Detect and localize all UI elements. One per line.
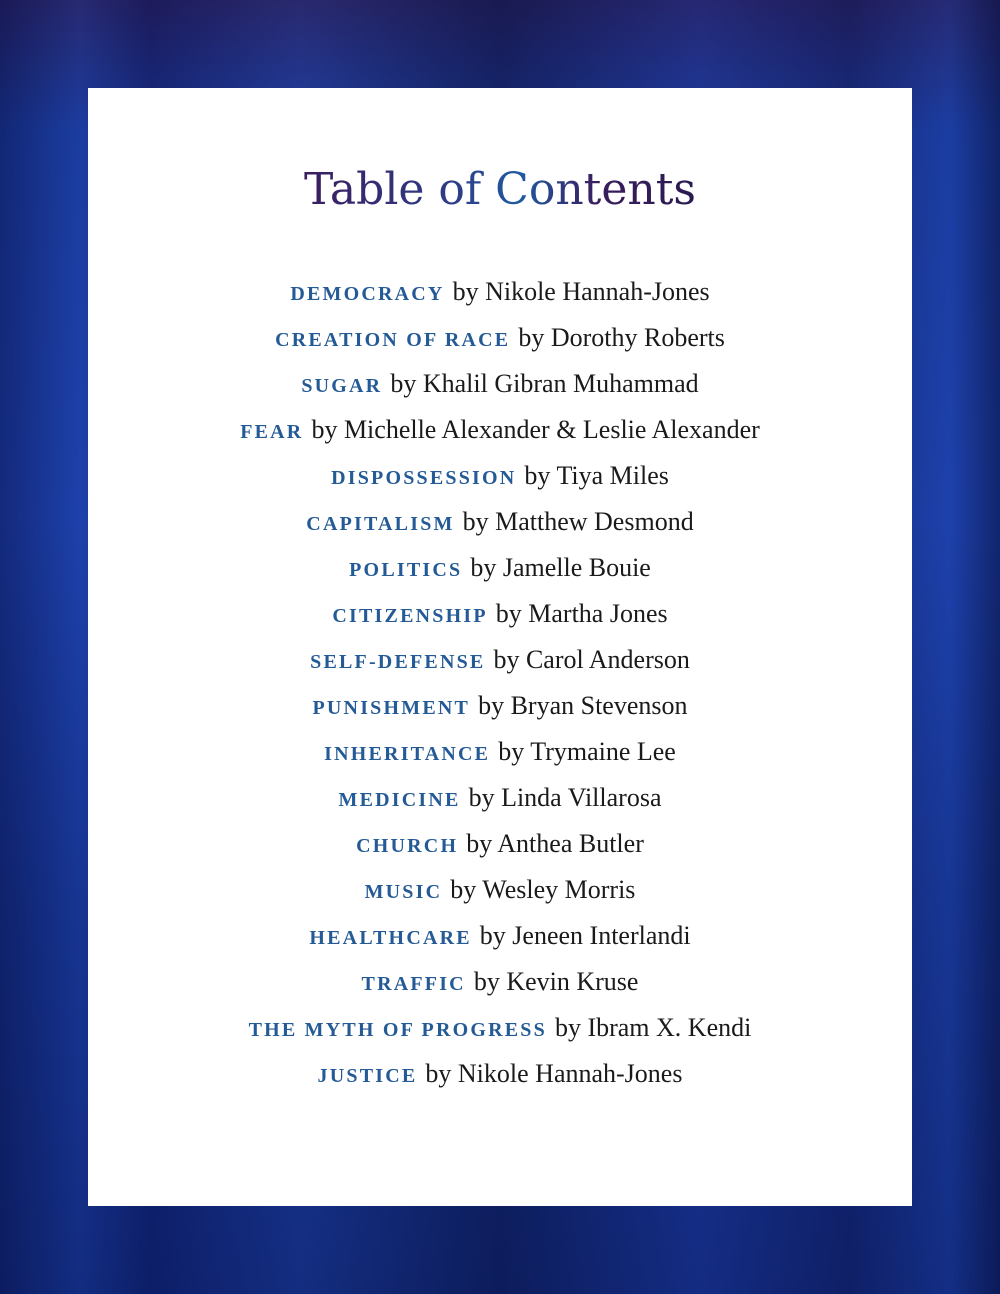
toc-author: by Khalil Gibran Muhammad (390, 369, 699, 398)
toc-author: by Nikole Hannah-Jones (452, 277, 710, 306)
toc-topic: CHURCH (356, 835, 459, 857)
toc-entry (0, 548, 1000, 594)
toc-entry (0, 272, 1000, 318)
toc-topic: CITIZENSHIP (332, 605, 488, 627)
toc-topic: MUSIC (364, 881, 443, 903)
toc-author: by Nikole Hannah-Jones (425, 1059, 683, 1088)
toc-topic: INHERITANCE (324, 743, 491, 765)
toc-topic: MEDICINE (338, 789, 461, 811)
toc-entry (0, 640, 1000, 686)
toc-topic: CAPITALISM (306, 513, 455, 535)
toc-entry (0, 1008, 1000, 1054)
toc-topic: THE MYTH OF PROGRESS (248, 1019, 547, 1041)
toc-entry (0, 870, 1000, 916)
toc-entry (0, 686, 1000, 732)
toc-author: by Jeneen Interlandi (479, 921, 691, 950)
toc-topic: SUGAR (301, 375, 383, 397)
toc-topic: DISPOSSESSION (331, 467, 517, 489)
toc-topic: FEAR (240, 421, 304, 443)
toc-entry (0, 778, 1000, 824)
toc-author: by Linda Villarosa (468, 783, 662, 812)
toc-author: by Matthew Desmond (462, 507, 694, 536)
toc-author: by Michelle Alexander & Leslie Alexander (311, 415, 760, 444)
toc-author: by Anthea Butler (466, 829, 644, 858)
toc-author: by Wesley Morris (450, 875, 636, 904)
toc-entry (0, 456, 1000, 502)
toc-entry (0, 410, 1000, 456)
toc-author: by Trymaine Lee (498, 737, 676, 766)
toc-entry (0, 318, 1000, 364)
toc-author: by Bryan Stevenson (478, 691, 688, 720)
toc-author: by Kevin Kruse (473, 967, 639, 996)
toc-topic: JUSTICE (317, 1065, 418, 1087)
toc-topic: PUNISHMENT (312, 697, 471, 719)
toc-topic: SELF-DEFENSE (310, 651, 486, 673)
toc-entry (0, 916, 1000, 962)
toc-author: by Ibram X. Kendi (554, 1013, 752, 1042)
page-title (0, 160, 1000, 220)
toc-topic: TRAFFIC (361, 973, 466, 995)
toc-topic: DEMOCRACY (290, 283, 445, 305)
toc-entry (0, 594, 1000, 640)
toc-author: by Dorothy Roberts (518, 323, 725, 352)
toc-author: by Jamelle Bouie (470, 553, 651, 582)
toc-topic: CREATION OF RACE (275, 329, 511, 351)
toc-author: by Martha Jones (495, 599, 668, 628)
toc-entry (0, 732, 1000, 778)
toc-entry (0, 1054, 1000, 1100)
toc-entry (0, 364, 1000, 410)
toc-list (0, 272, 1000, 1100)
toc-topic: HEALTHCARE (309, 927, 472, 949)
toc-author: by Tiya Miles (524, 461, 669, 490)
toc-entry (0, 962, 1000, 1008)
toc-entry (0, 824, 1000, 870)
toc-author: by Carol Anderson (493, 645, 690, 674)
toc-topic: POLITICS (349, 559, 463, 581)
toc-entry (0, 502, 1000, 548)
title-text: Table of Contents (303, 164, 696, 215)
